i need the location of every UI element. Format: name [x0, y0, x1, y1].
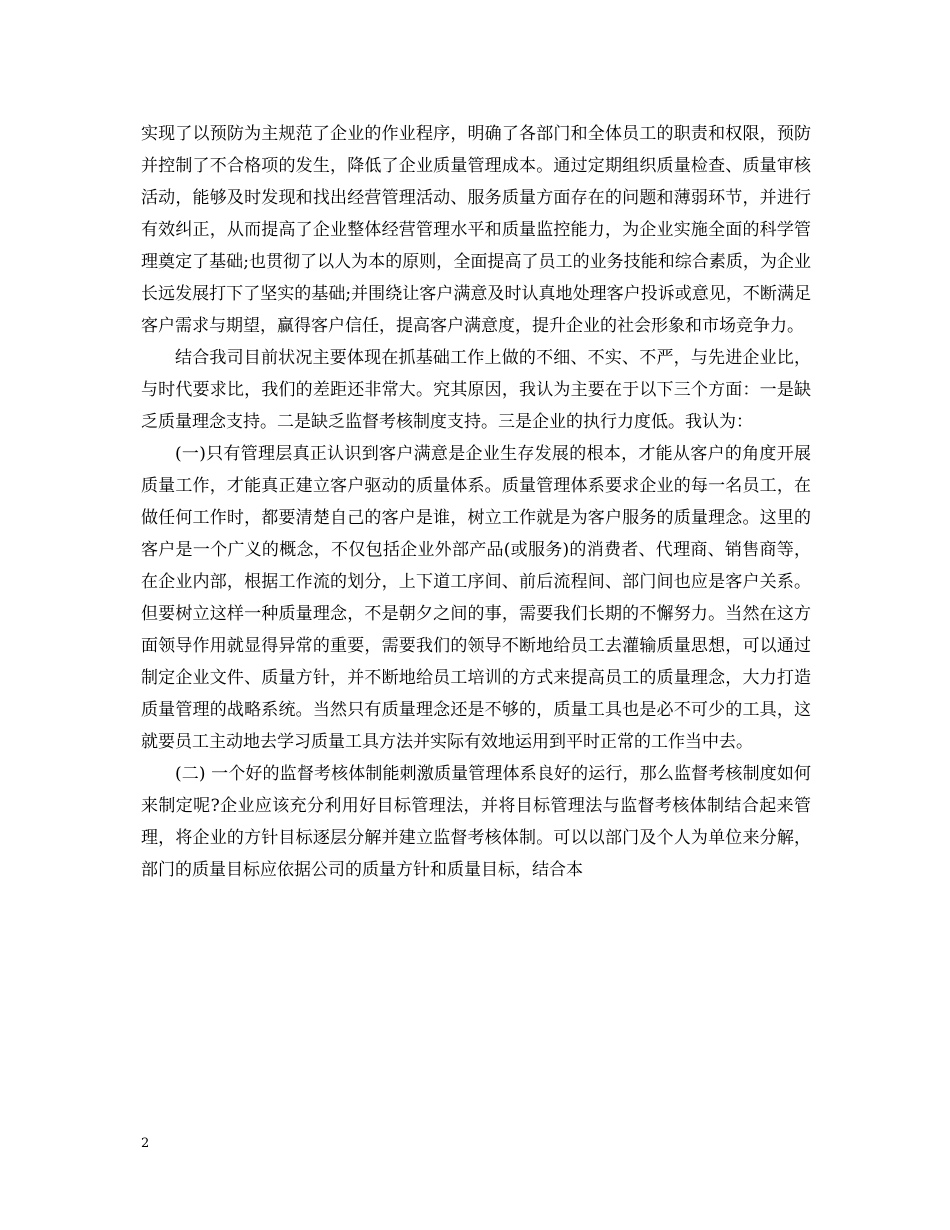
paragraph-1: 实现了以预防为主规范了企业的作业程序，明确了各部门和全体员工的职责和权限，预防并控制了不合格项的发生，降低了企业质量管理成本。通过定期组织质量检查、质量审核活动，能够及时发现和找出经营管理活动、服务质量方面存在的问题和薄弱环节，并进行有效纠正，从而提高了企业整体经营管理水平和质量监控能力，为企业实施全面的科学管理奠定了基础;也贯彻了以人为本的原则，全面提高了员工的业务技能和综合素质，为企业长远发展打下了坚实的基础;并围绕让客户满意及时认真地处理客户投诉或意见，不断满足客户需求与期望，赢得客户信任，提高客户满意度，提升企业的社会形象和市场竞争力。	[141, 124, 811, 336]
page-number: 2	[141, 1136, 150, 1151]
document-body	[141, 118, 811, 886]
paragraph-3: (一)只有管理层真正认识到客户满意是企业生存发展的根本，才能从客户的角度开展质量工作，才能真正建立客户驱动的质量体系。质量管理体系要求企业的每一名员工，在做任何工作时，都要清楚自己的客户是谁，树立工作就是为客户服务的质量理念。这里的客户是一个广义的概念，不仅包括企业外部产品(或服务)的消费者、代理商、销售商等，在企业内部，根据工作流的划分，上下道工序间、前后流程间、部门间也应是客户关系。但要树立这样一种质量理念，不是朝夕之间的事，需要我们长期的不懈努力。当然在这方面领导作用就显得异常的重要，需要我们的领导不断地给员工去灌输质量思想，可以通过制定企业文件、质量方针，并不断地给员工培训的方式来提高员工的质量理念，大力打造质量管理的战略系统。当然只有质量理念还是不够的，质量工具也是必不可少的工具，这就要员工主动地去学习质量工具方法并实际有效地运用到平时正常的工作当中去。	[141, 444, 811, 752]
paragraph-2: 结合我司目前状况主要体现在抓基础工作上做的不细、不实、不严，与先进企业比，与时代要求比，我们的差距还非常大。究其原因，我认为主要在于以下三个方面：一是缺乏质量理念支持。二是缺乏监督考核制度支持。三是企业的执行力度低。我认为：	[141, 348, 811, 432]
paragraph-4: (二) 一个好的监督考核体制能刺激质量管理体系良好的运行，那么监督考核制度如何来制定呢?企业应该充分利用好目标管理法，并将目标管理法与监督考核体制结合起来管理，将企业的方针目标逐层分解并建立监督考核体制。可以以部门及个人为单位来分解，部门的质量目标应依据公司的质量方针和质量目标，结合本	[141, 764, 811, 880]
